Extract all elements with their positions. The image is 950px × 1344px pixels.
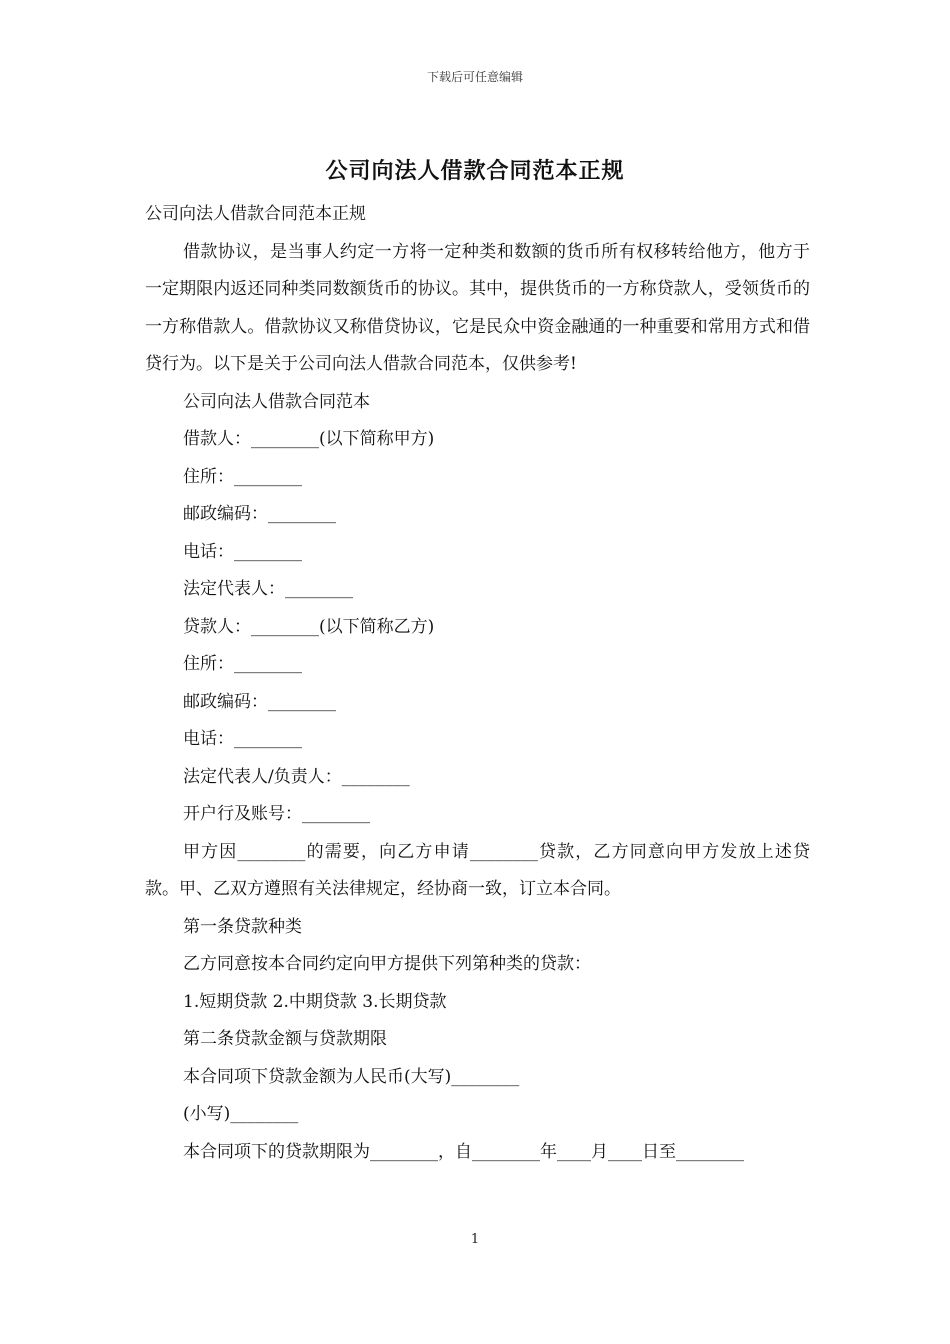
field-lender-address: 住所：________ [183,654,302,674]
intro-paragraph: 借款协议，是当事人约定一方将一定种类和数额的货币所有权移转给他方，他方于一定期限内返还同种类同数额货币的协议。其中，提供货币的一方称贷款人，受领货币的一方称借款人。借款协议又称借贷协议，它是民众中资金融通的一种重要和常用方式和借贷行为。以下是关于公司向法人借款合同范本，仅供参考! [145,241,810,374]
article1-options: 1.短期贷款 2.中期贷款 3.长期贷款 [183,991,447,1012]
article2-small: (小写)________ [183,1104,299,1124]
subtitle: 公司向法人借款合同范本正规 [145,204,366,224]
article2-term: 本合同项下的贷款期限为________，自________年____月____日至________ [183,1141,744,1162]
field-lender: 贷款人：________(以下简称乙方) [183,616,435,637]
section-heading: 公司向法人借款合同范本 [183,391,370,412]
field-borrower-phone: 电话：________ [183,541,302,562]
field-borrower: 借款人：________(以下简称甲方) [183,429,435,449]
field-borrower-address: 住所：________ [183,466,302,487]
field-borrower-legal-rep: 法定代表人：________ [183,579,353,599]
header-note: 下载后可任意编辑 [426,70,523,84]
article2-title: 第二条贷款金额与贷款期限 [183,1029,387,1049]
preamble-paragraph: 甲方因________的需要，向乙方申请________贷款，乙方同意向甲方发放上述贷款。甲、乙双方遵照有关法律规定，经协商一致，订立本合同。 [145,841,810,899]
document-title: 公司向法人借款合同范本正规 [325,158,625,184]
field-bank-account: 开户行及账号：________ [183,804,370,824]
field-lender-postcode: 邮政编码：________ [183,691,336,712]
field-lender-phone: 电话：________ [183,729,302,749]
article1-text: 乙方同意按本合同约定向甲方提供下列第种类的贷款： [183,954,591,974]
document-body [145,196,810,1171]
field-lender-legal-rep: 法定代表人/负责人：________ [183,766,410,787]
field-borrower-postcode: 邮政编码：________ [183,504,336,524]
article1-title: 第一条贷款种类 [183,916,302,937]
article2-amount: 本合同项下贷款金额为人民币(大写)________ [183,1066,520,1087]
page-number: 1 [470,1232,480,1247]
